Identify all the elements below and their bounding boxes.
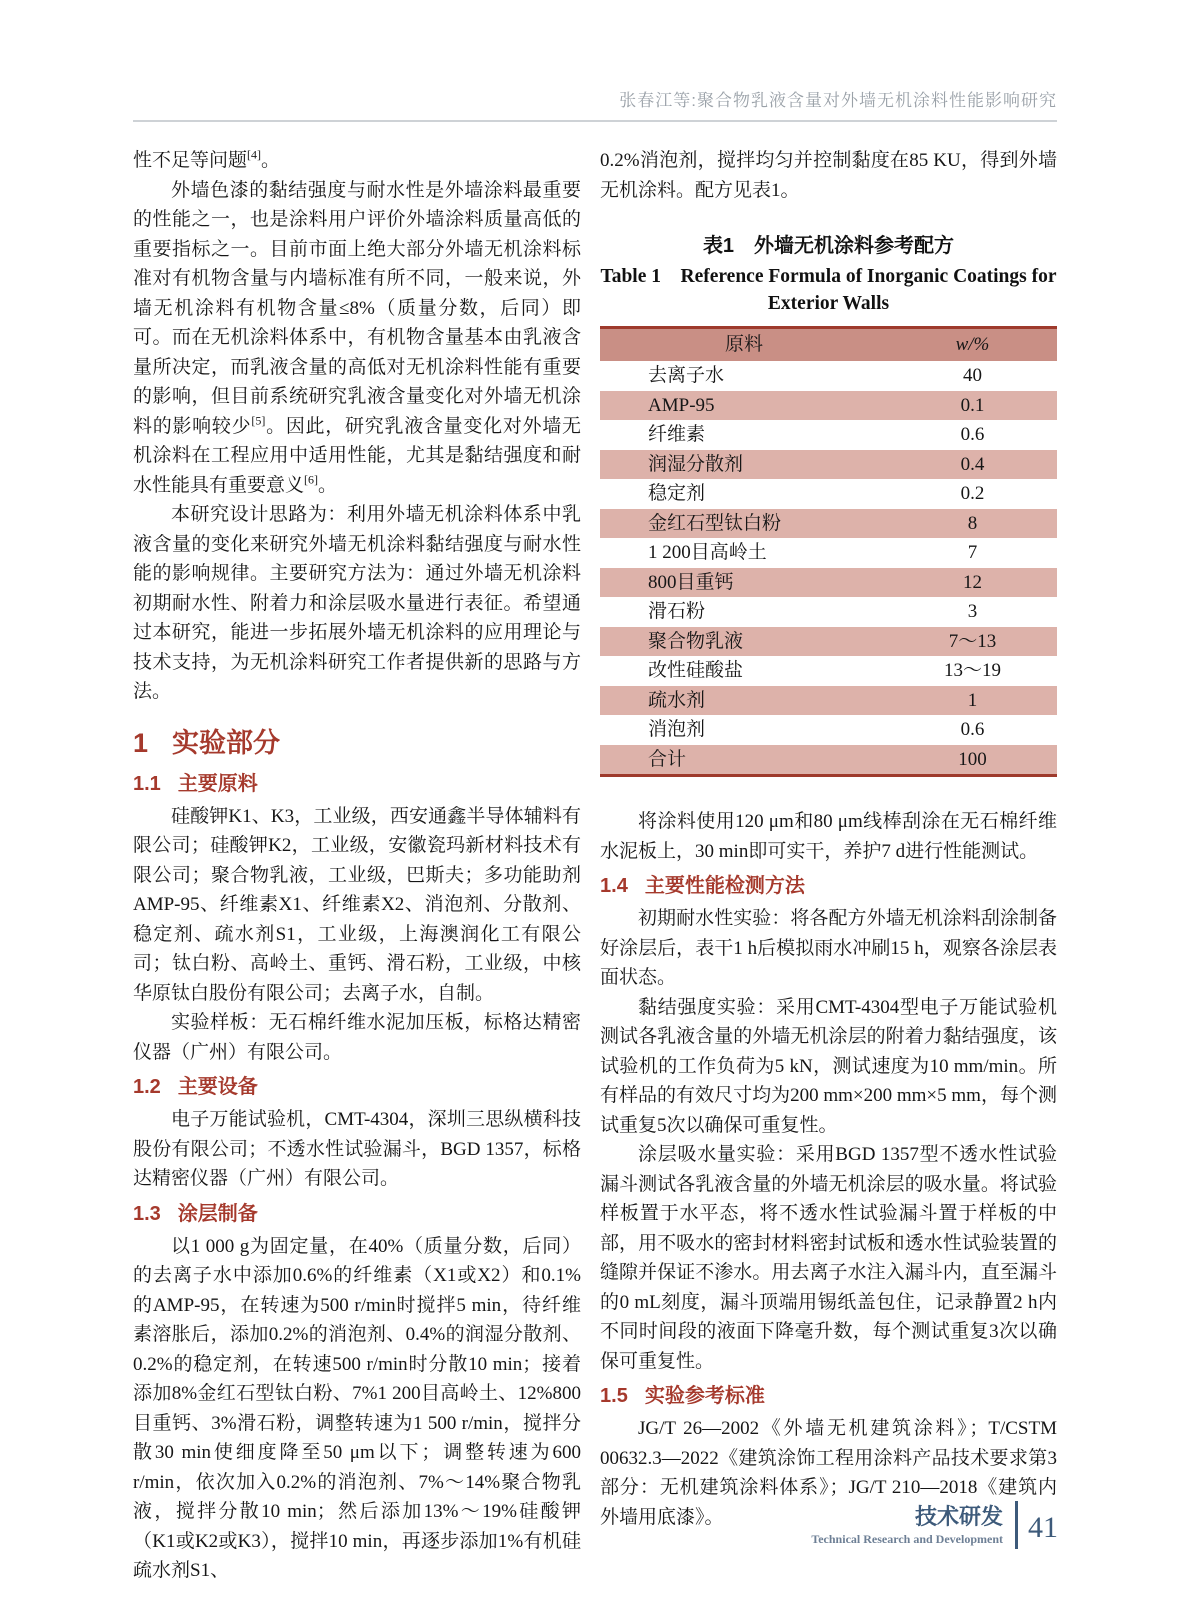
table-header-row bbox=[600, 328, 1057, 362]
ingredient-value: 12 bbox=[962, 571, 982, 593]
subsection-heading-1-4 bbox=[600, 873, 1057, 899]
table-row bbox=[600, 745, 1057, 776]
table-row bbox=[600, 361, 1057, 391]
subsection-heading-1-3 bbox=[133, 1201, 581, 1227]
ingredient-name: 聚合物乳液 bbox=[648, 630, 744, 652]
paragraph-preparation-continuation: 0.2%消泡剂，搅拌均匀并控制黏度在85 KU，得到外墙无机涂料。配方见表1。 bbox=[600, 150, 1057, 201]
table-caption-en: Table 1 Reference Formula of Inorganic Coatings for Exterior Walls bbox=[600, 266, 1057, 314]
subsection-number: 1.3 bbox=[133, 1202, 161, 1225]
ingredient-value: 3 bbox=[967, 601, 978, 622]
table-row bbox=[600, 656, 1057, 686]
left-column bbox=[133, 146, 581, 1586]
paragraph-coating-preparation: 以1 000 g为固定量，在40%（质量分数，后同）的去离子水中添加0.6%的纤维素（X1或X2）和0.1%的AMP-95，在转速为500 r/min时搅拌5 min，待纤维素溶胀后，添加0.2%的消泡剂、0.4%的润湿分散剂、0.2%的稳定剂，在转速500 r/min时分散10 min；接着添加8%金红石型钛白粉、7%1 200目高岭土、12%800目重钙、3%滑石粉，调整转速为1 500 r/min，搅拌分散30 min使细度降至50 μm以下；调整转速为600 r/min，依次加入0.2%的消泡剂、7%～14%聚合物乳液，搅拌分散10 min；然后添加13%～19%硅酸钾（K1或K2或K3），搅拌10 min，再逐步添加1%有机硅疏水剂S1、 bbox=[133, 1235, 582, 1581]
paragraph-intro-2: 本研究设计思路为：利用外墙无机涂料体系中乳液含量的变化来研究外墙无机涂料黏结强度与耐水性能的影响规律。主要研究方法为：通过外墙无机涂料初期耐水性、附着力和涂层吸水量进行表征。希望通过本研究，能进一步拓展外墙无机涂料的应用理论与技术支持，为无机涂料研究工作者提供新的思路与方法。 bbox=[133, 504, 582, 702]
subsection-number: 1.5 bbox=[600, 1385, 628, 1407]
ingredient-value: 0.6 bbox=[960, 424, 985, 445]
table-row bbox=[600, 538, 1057, 568]
ingredient-name: 改性硅酸盐 bbox=[648, 660, 744, 681]
footer-section-zh: 技术研发 bbox=[914, 1503, 1003, 1529]
table-row bbox=[600, 568, 1057, 598]
table-caption-zh: 表1 外墙无机涂料参考配方 bbox=[702, 235, 955, 257]
reference-superscript: [5] bbox=[251, 413, 266, 428]
ingredient-value: 0.4 bbox=[960, 453, 985, 475]
ingredient-name: 疏水剂 bbox=[648, 689, 706, 711]
paragraph-application: 将涂料使用120 μm和80 μm线棒刮涂在无石棉纤维水泥板上，30 min即可实干，养护7 d进行性能测试。 bbox=[600, 811, 1057, 862]
paragraph-intro-1: 外墙色漆的黏结强度与耐水性是外墙涂料最重要的性能之一，也是涂料用户评价外墙涂料质量高低的重要指标之一。目前市面上绝大部分外墙无机涂料标准对有机物含量与内墙标准有所不同，一般来说，外墙无机涂料有机物含量≤8%（质量分数，后同）即可。而在无机涂料体系中，有机物含量基本由乳液含量所决定，而乳液含量的高低对无机涂料性能有重要的影响，但目前系统研究乳液含量变化对外墙无机涂料的影响较少[5]。因此，研究乳液含量变化对外墙无机涂料在工程应用中适用性能，尤其是黏结强度和耐水性能具有重要意义[6]。 bbox=[133, 179, 582, 496]
subsection-number: 1.2 bbox=[133, 1076, 161, 1098]
section-number: 1 bbox=[133, 727, 149, 758]
ingredient-name: 稳定剂 bbox=[648, 483, 706, 504]
subsection-title: 主要原料 bbox=[177, 772, 258, 795]
table-row bbox=[600, 597, 1057, 627]
formula-table-body bbox=[600, 361, 1057, 776]
ingredient-name: 合计 bbox=[648, 748, 687, 770]
paragraph-materials-2: 实验样板：无石棉纤维水泥加压板，标格达精密仪器（广州）有限公司。 bbox=[133, 1012, 582, 1063]
page-header bbox=[133, 86, 1057, 122]
table-row bbox=[600, 479, 1057, 509]
section-title: 实验部分 bbox=[172, 727, 281, 758]
ingredient-name: 去离子水 bbox=[648, 365, 725, 386]
two-column-body bbox=[133, 146, 1057, 1586]
column-header-ingredient: 原料 bbox=[600, 328, 888, 362]
reference-superscript: [4] bbox=[247, 147, 262, 162]
ingredient-value: 100 bbox=[958, 748, 987, 770]
reference-superscript: [6] bbox=[304, 472, 319, 487]
footer-section-labels bbox=[811, 1505, 1003, 1546]
subsection-title: 主要性能检测方法 bbox=[644, 875, 805, 897]
ingredient-value: 1 bbox=[967, 689, 978, 711]
ingredient-value: 7～13 bbox=[948, 630, 997, 652]
ingredient-name: 滑石粉 bbox=[648, 601, 706, 622]
section-heading-1 bbox=[133, 727, 581, 759]
paragraph-reference-standards: JG/T 26—2002《外墙无机建筑涂料》；T/CSTM 00632.3—2022《建筑涂饰工程用涂料产品技术要求第3部分：无机建筑涂料体系》；JG/T 210—2018《建筑内外墙用底漆》。 bbox=[600, 1418, 1057, 1528]
paragraph-materials-1: 硅酸钾K1、K3，工业级，西安通鑫半导体辅料有限公司；硅酸钾K2，工业级，安徽瓷玛新材料技术有限公司；聚合物乳液，工业级，巴斯夫；多功能助剂AMP-95、纤维素X1、纤维素X2、消泡剂、分散剂、稳定剂、疏水剂S1，工业级，上海澳润化工有限公司；钛白粉、高岭土、重钙、滑石粉，工业级，中核华原钛白股份有限公司；去离子水，自制。 bbox=[133, 805, 582, 1004]
ingredient-value: 7 bbox=[967, 542, 978, 563]
table-1-block bbox=[600, 233, 1057, 777]
formula-table-head bbox=[600, 328, 1057, 362]
paragraph-equipment: 电子万能试验机，CMT-4304，深圳三思纵横科技股份有限公司；不透水性试验漏斗，BGD 1357，标格达精密仪器（广州）有限公司。 bbox=[133, 1109, 582, 1189]
ingredient-value: 13～19 bbox=[943, 660, 1001, 681]
subsection-heading-1-1 bbox=[133, 771, 581, 797]
subsection-number: 1.1 bbox=[133, 772, 161, 795]
subsection-heading-1-5 bbox=[600, 1383, 1057, 1409]
table-row bbox=[600, 686, 1057, 716]
ingredient-name: 消泡剂 bbox=[648, 719, 706, 740]
page-footer bbox=[811, 1498, 1058, 1552]
subsection-title: 主要设备 bbox=[177, 1076, 258, 1098]
ingredient-value: 0.6 bbox=[960, 719, 985, 740]
table-row bbox=[600, 715, 1057, 745]
paragraph-water-absorption-test: 涂层吸水量实验：采用BGD 1357型不透水性试验漏斗测试各乳液含量的外墙无机涂层的吸水量。将试验样板置于水平态，将不透水性试验漏斗置于样板的中部，用不吸水的密封材料密封试板和透水性试验装置的缝隙并保证不渗水。用去离子水注入漏斗内，直至漏斗的0 mL刻度，漏斗顶端用锡纸盖包住，记录静置2 h内不同时间段的液面下降毫升数，每个测试重复3次以确保可重复性。 bbox=[600, 1144, 1057, 1372]
ingredient-value: 8 bbox=[967, 512, 978, 534]
footer-divider bbox=[1015, 1501, 1018, 1549]
table-row bbox=[600, 391, 1057, 421]
ingredient-value: 0.1 bbox=[960, 394, 985, 416]
ingredient-name: 润湿分散剂 bbox=[648, 453, 744, 475]
footer-section-en: Technical Research and Development bbox=[811, 1531, 1003, 1546]
right-column bbox=[600, 146, 1057, 1586]
paragraph-bonding-strength-test: 黏结强度实验：采用CMT-4304型电子万能试验机测试各乳液含量的外墙无机涂层的附着力黏结强度，该试验机的工作负荷为5 kN，测试速度为10 mm/min。所有样品的有效尺寸均为200 mm×200 mm×5 mm，每个测试重复5次以确保可重复性。 bbox=[600, 996, 1057, 1136]
paragraph-continuation: 性不足等问题[4]。 bbox=[133, 147, 281, 171]
ingredient-name: AMP-95 bbox=[648, 394, 715, 416]
table-row bbox=[600, 627, 1057, 657]
subsection-title: 实验参考标准 bbox=[644, 1385, 765, 1407]
column-header-weight-percent: w/% bbox=[888, 328, 1057, 362]
paragraph-water-resistance-test: 初期耐水性实验：将各配方外墙无机涂料刮涂制备好涂层后，表干1 h后模拟雨水冲刷15 h，观察各涂层表面状态。 bbox=[600, 908, 1057, 988]
ingredient-name: 1 200目高岭土 bbox=[648, 542, 767, 563]
table-row bbox=[600, 450, 1057, 480]
subsection-heading-1-2 bbox=[133, 1074, 581, 1100]
subsection-number: 1.4 bbox=[600, 875, 628, 897]
ingredient-value: 0.2 bbox=[960, 483, 985, 504]
ingredient-value: 40 bbox=[962, 365, 982, 386]
ingredient-name: 纤维素 bbox=[648, 424, 706, 445]
running-title: 张春江等:聚合物乳液含量对外墙无机涂料性能影响研究 bbox=[619, 91, 1057, 110]
ingredient-name: 金红石型钛白粉 bbox=[648, 512, 782, 534]
subsection-title: 涂层制备 bbox=[177, 1202, 258, 1225]
table-row bbox=[600, 509, 1057, 539]
ingredient-name: 800目重钙 bbox=[648, 571, 734, 593]
formula-table bbox=[600, 326, 1057, 777]
page-number: 41 bbox=[1028, 1511, 1058, 1544]
table-row bbox=[600, 420, 1057, 450]
